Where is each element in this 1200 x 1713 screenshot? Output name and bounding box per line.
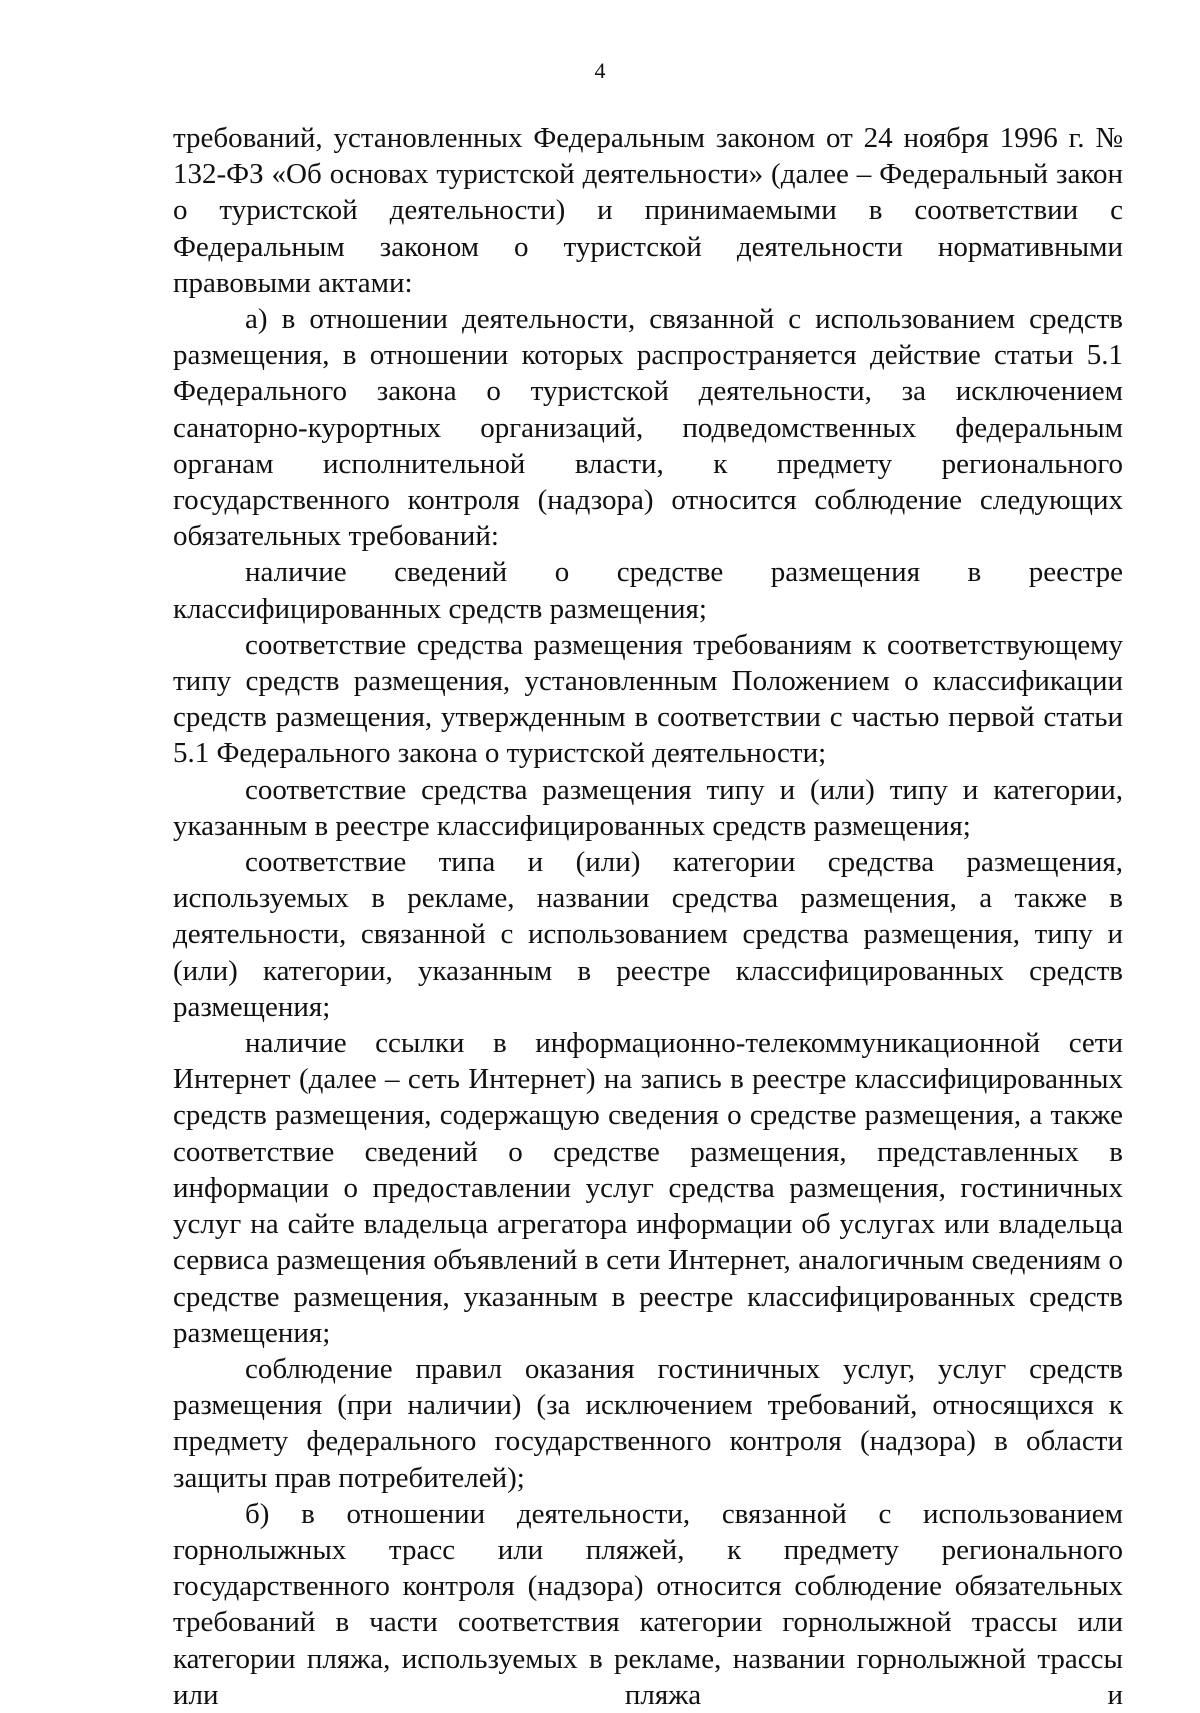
paragraph-intro-continuation: требований, установленных Федеральным законом от 24 ноября 1996 г. № 132-ФЗ «Об основах туристской деятельности» (далее – Федеральный закон о туристской деятельности) и принимаемыми в соответствии с Федеральным законом о туристской деятельности нормативными правовыми актами: [173, 122, 1123, 299]
paragraph-registry-presence: наличие сведений о средстве размещения в реестре классифицированных средств размещения; [173, 556, 1123, 625]
paragraph-internet-link: наличие ссылки в информационно-телекоммуникационной сети Интернет (далее – сеть Интернет) на запись в реестре классифицированных средств размещения, содержащую сведения о средстве размещения, а также соответствие сведений о средстве размещения, представленных в информации о предоставлении услуг средства размещения, гостиничных услуг на сайте владельца агрегатора информации об услугах или владельца сервиса размещения объявлений в сети Интернет, аналогичным сведениям о средстве размещения, указанным в реестре классифицированных средств размещения; [173, 1027, 1123, 1349]
paragraph-item-a: а) в отношении деятельности, связанной с использованием средств размещения, в отношении которых распространяется действие статьи 5.1 Федерального закона о туристской деятельности, за исключением санаторно-курортных организаций, подведомственных федеральным органам исполнительной власти, к предмету регионального государственного контроля (надзора) относится соблюдение следующих обязательных требований: [173, 303, 1123, 553]
paragraph-item-b: б) в отношении деятельности, связанной с использованием горнолыжных трасс или пляжей, к предмету регионального государственного контроля (надзора) относится соблюдение обязательных требований в части соответствия категории горнолыжной трассы или категории пляжа, используемых в рекламе, названии горнолыжной трассы или пляжа и [173, 1497, 1123, 1711]
page-number: 4 [594, 58, 606, 83]
paragraph-type-requirements: соответствие средства размещения требованиям к соответствующему типу средств размещения, установленным Положением о классификации средств размещения, утвержденным в соответствии с частью первой статьи 5.1 Федерального закона о туристской деятельности; [173, 628, 1123, 770]
paragraph-hotel-rules: соблюдение правил оказания гостиничных услуг, услуг средств размещения (при наличии) (за исключением требований, относящихся к предмету федерального государственного контроля (надзора) в области защиты прав потребителей); [173, 1352, 1123, 1494]
paragraph-advertising-match: соответствие типа и (или) категории средства размещения, используемых в рекламе, названии средства размещения, а также в деятельности, связанной с использованием средства размещения, типу и (или) категории, указанным в реестре классифицированных средств размещения; [173, 846, 1123, 1023]
paragraph-type-category-match: соответствие средства размещения типу и (или) типу и категории, указанным в реестре классифицированных средств размещения; [173, 773, 1123, 842]
document-body [173, 120, 1123, 1713]
